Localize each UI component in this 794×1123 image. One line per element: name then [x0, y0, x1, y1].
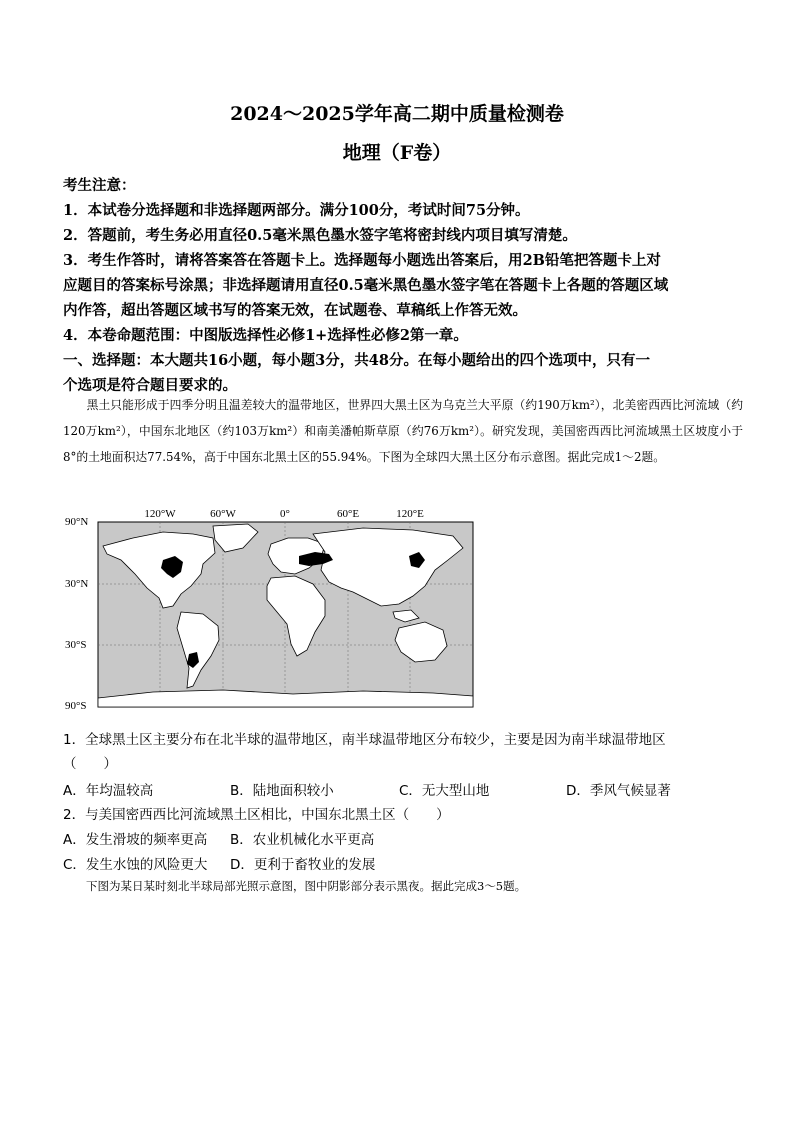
lat-label: 30°N	[65, 578, 89, 590]
question-1-option-a[interactable]: A．年均温较高	[63, 783, 154, 799]
section-heading: 一、选择题：本大题共16小题，每小题3分，共48分。在每小题给出的四个选项中，只有一	[63, 352, 650, 369]
lon-label: 60°W	[210, 508, 236, 520]
notice-heading: 考生注意：	[63, 177, 136, 194]
notice-item: 2．答题前，考生务必用直径0.5毫米黑色墨水签字笔将密封线内项目填写清楚。	[63, 227, 577, 244]
question-1-option-c[interactable]: C．无大型山地	[399, 783, 490, 799]
exam-subtitle: 地理（F卷）	[342, 142, 452, 164]
question-2-option-a[interactable]: A．发生滑坡的频率更高	[63, 832, 208, 848]
passage-2: 下图为某日某时刻北半球局部光照示意图，图中阴影部分表示黑夜。据此完成3～5题。	[86, 879, 527, 893]
lon-label: 120°W	[144, 508, 176, 520]
question-1-option-d[interactable]: D．季风气候显著	[566, 783, 671, 799]
notice-item: 内作答，超出答题区域书写的答案无效，在试题卷、草稿纸上作答无效。	[63, 302, 527, 319]
question-1-stem-cont: （ ）	[63, 756, 117, 772]
notice-item: 4．本卷命题范围：中图版选择性必修1+选择性必修2第一章。	[63, 327, 468, 344]
question-2-option-b[interactable]: B．农业机械化水平更高	[230, 832, 375, 848]
question-1-stem: 1．全球黑土区主要分布在北半球的温带地区，南半球温带地区分布较少，主要是因为南半球温带地区	[63, 732, 666, 748]
world-black-soil-map	[63, 508, 483, 713]
passage-1: 黑土只能形成于四季分明且温差较大的温带地区，世界四大黑土区为乌克兰大平原（约190万km²），北美密西西比河流域（约120万km²），中国东北地区（约103万km²）和南美潘帕斯草原（约76万km²）。研究发现，美国密西西比河流域黑土区坡度小于8°的土地面积达77.54%，高于中国东北黑土区的55.94%。下图为全球四大黑土区分布示意图。据此完成1～2题。	[63, 398, 743, 464]
question-2-option-d[interactable]: D．更利于畜牧业的发展	[230, 857, 376, 873]
lat-label: 30°S	[65, 639, 87, 651]
notice-item: 1．本试卷分选择题和非选择题两部分。满分100分，考试时间75分钟。	[63, 202, 530, 219]
exam-title: 2024～2025学年高二期中质量检测卷	[230, 103, 564, 125]
lon-label: 120°E	[396, 508, 424, 520]
question-1-option-b[interactable]: B．陆地面积较小	[230, 783, 334, 799]
notice-item: 3．考生作答时，请将答案答在答题卡上。选择题每小题选出答案后，用2B铅笔把答题卡上对	[63, 252, 661, 269]
lon-label: 60°E	[336, 508, 360, 520]
notice-item: 应题目的答案标号涂黑；非选择题请用直径0.5毫米黑色墨水签字笔在答题卡上各题的答题区域	[63, 277, 669, 294]
lat-label: 90°S	[65, 700, 87, 712]
section-heading-cont: 个选项是符合题目要求的。	[63, 377, 237, 394]
lat-label: 90°N	[65, 516, 89, 528]
question-2-stem: 2．与美国密西西比河流域黑土区相比，中国东北黑土区（ ）	[63, 807, 450, 823]
question-2-option-c[interactable]: C．发生水蚀的风险更大	[63, 857, 208, 873]
lon-label: 0°	[280, 508, 290, 520]
